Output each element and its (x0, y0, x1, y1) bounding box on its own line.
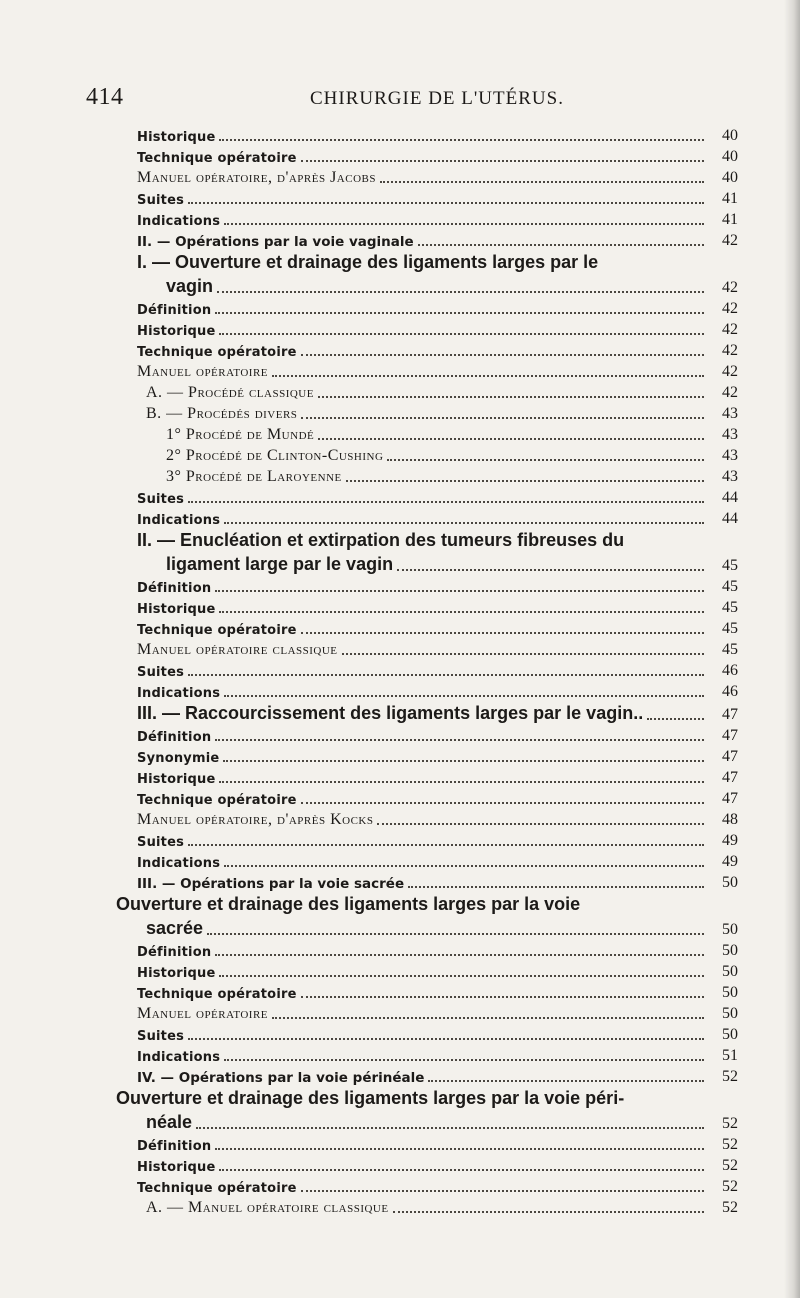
toc-entry-title: Manuel opératoire, d'après Jacobs (137, 169, 376, 186)
toc-entry-page: 52 (722, 1115, 738, 1132)
dot-leader (224, 521, 704, 524)
toc-entry-page: 44 (722, 489, 738, 506)
dot-leader (377, 822, 704, 825)
toc-entry-title: Suites (137, 835, 185, 850)
toc-entry-title: Manuel opératoire, d'après Kocks (137, 811, 374, 828)
toc-entry (137, 853, 738, 871)
toc-entry-title: Historique (137, 1160, 216, 1175)
toc-entry-page: 50 (722, 921, 738, 938)
toc-entry (166, 468, 738, 486)
toc-entry-title: Technique opératoire (137, 345, 297, 360)
toc-entry-page: 43 (722, 468, 738, 485)
toc-entry (137, 832, 738, 850)
toc-entry (137, 190, 738, 208)
toc-entry-page: 42 (722, 232, 738, 249)
toc-entry-title: sacrée (146, 918, 204, 938)
toc-entry-title: Indications (137, 214, 221, 229)
toc-entry-title: Ouverture et drainage des ligaments larges par la voie péri- (116, 1088, 625, 1108)
toc-entry-page: 41 (722, 211, 738, 228)
dot-leader (219, 332, 704, 335)
toc-entry-title: Manuel opératoire (137, 1005, 269, 1022)
toc-entry (137, 748, 738, 766)
toc-entry-title: Historique (137, 602, 216, 617)
toc-entry-page: 47 (722, 748, 738, 765)
toc-entry-page: 52 (722, 1199, 738, 1216)
dot-leader (387, 458, 704, 461)
toc-entry-title: Définition (137, 945, 212, 960)
dot-leader (301, 159, 704, 162)
toc-entry (137, 942, 738, 960)
toc-entry (137, 727, 738, 745)
toc-entry-title: IV. — Opérations par la voie périnéale (137, 1070, 425, 1086)
toc-entry (146, 918, 738, 939)
dot-leader (219, 780, 704, 783)
toc-entry (137, 769, 738, 787)
dot-leader (188, 201, 704, 204)
toc-entry (137, 1157, 738, 1175)
dot-leader (301, 995, 704, 998)
dot-leader (215, 589, 704, 592)
toc-entry (146, 384, 738, 402)
toc-entry-page: 42 (722, 342, 738, 359)
toc-entry-page: 52 (722, 1136, 738, 1153)
toc-entry-title: Définition (137, 730, 212, 745)
toc-entry (137, 790, 738, 808)
toc-entry-title: Suites (137, 1029, 185, 1044)
toc-entry-title: 1° Procédé de Mundé (166, 426, 315, 443)
toc-entry (137, 1136, 738, 1154)
toc-entry-title: II. — Opérations par la voie vaginale (137, 234, 414, 250)
toc-entry-title: Technique opératoire (137, 793, 297, 808)
dot-leader (219, 1168, 704, 1171)
dot-leader (393, 1210, 704, 1213)
toc-entry (137, 662, 738, 680)
dot-leader (408, 885, 704, 888)
toc-entry-title: Indications (137, 1050, 221, 1065)
toc-entry-page: 50 (722, 984, 738, 1001)
toc-entry (137, 641, 738, 659)
toc-entry-title: Historique (137, 130, 216, 145)
dot-leader (301, 801, 704, 804)
toc-entry-page: 51 (722, 1047, 738, 1064)
toc-entry-page: 40 (722, 169, 738, 186)
page-header (86, 84, 736, 118)
dot-leader (223, 759, 704, 762)
dot-leader (217, 290, 704, 293)
toc-entry-page: 41 (722, 190, 738, 207)
toc-entry-title: Suites (137, 193, 185, 208)
toc-entry-page: 50 (722, 963, 738, 980)
dot-leader (219, 974, 704, 977)
dot-leader (207, 932, 704, 935)
toc-entry (137, 169, 738, 187)
toc-entry-title: II. — Enucléation et extirpation des tumeurs fibreuses du (137, 530, 625, 550)
toc-entry-title: Indications (137, 686, 221, 701)
dot-leader (647, 717, 704, 720)
toc-entry-title: Synonymie (137, 751, 220, 766)
toc-entry-page: 43 (722, 447, 738, 464)
toc-entry (166, 447, 738, 465)
toc-entry-title: 3° Procédé de Laroyenne (166, 468, 342, 485)
toc-entry-page: 40 (722, 127, 738, 144)
dot-leader (224, 694, 704, 697)
toc-entry (137, 1047, 738, 1065)
toc-entry-title: Technique opératoire (137, 1181, 297, 1196)
toc-entry-title: A. — Procédé classique (146, 384, 314, 401)
toc-entry (116, 894, 738, 915)
toc-entry-page: 52 (722, 1068, 738, 1085)
toc-entry (137, 489, 738, 507)
toc-entry-page: 45 (722, 578, 738, 595)
toc-entry-page: 50 (722, 1026, 738, 1043)
toc-entry-title: Indications (137, 513, 221, 528)
dot-leader (301, 353, 704, 356)
toc-entry-page: 50 (722, 874, 738, 891)
toc-entry-page: 42 (722, 300, 738, 317)
page-number: 414 (86, 84, 124, 110)
toc-entry-page: 52 (722, 1178, 738, 1195)
toc-entry (137, 300, 738, 318)
toc-entry-title: Définition (137, 1139, 212, 1154)
toc-entry (137, 963, 738, 981)
dot-leader (224, 864, 704, 867)
dot-leader (196, 1126, 704, 1129)
dot-leader (418, 243, 704, 246)
toc-entry-page: 45 (722, 641, 738, 658)
toc-entry (137, 211, 738, 229)
toc-entry (116, 1088, 738, 1109)
dot-leader (219, 138, 704, 141)
toc-entry-page: 47 (722, 769, 738, 786)
toc-entry-title: Technique opératoire (137, 623, 297, 638)
dot-leader (188, 843, 704, 846)
toc-entry (137, 620, 738, 638)
toc-entry-title: Historique (137, 772, 216, 787)
toc-entry-page: 46 (722, 662, 738, 679)
toc-entry-title: Manuel opératoire (137, 363, 269, 380)
toc-entry (137, 599, 738, 617)
toc-entry-page: 48 (722, 811, 738, 828)
toc-entry (166, 554, 738, 575)
toc-entry-title: Définition (137, 581, 212, 596)
toc-entry-title: III. — Opérations par la voie sacrée (137, 876, 405, 892)
toc-entry-title: Suites (137, 665, 185, 680)
toc-entry-title: I. — Ouverture et drainage des ligaments larges par le (137, 252, 599, 272)
toc-entry (137, 232, 738, 250)
toc-entry-page: 52 (722, 1157, 738, 1174)
toc-entry-title: A. — Manuel opératoire classique (146, 1199, 389, 1216)
toc-entry-title: Technique opératoire (137, 151, 297, 166)
toc-entry (137, 127, 738, 145)
toc-entry-page: 40 (722, 148, 738, 165)
toc-entry-page: 45 (722, 599, 738, 616)
toc-entry (166, 276, 738, 297)
toc-entry (137, 252, 738, 273)
toc-entry-title: Définition (137, 303, 212, 318)
toc-entry (137, 321, 738, 339)
toc-entry-page: 43 (722, 426, 738, 443)
dot-leader (215, 953, 704, 956)
toc-entry (137, 1068, 738, 1086)
toc-entry (137, 148, 738, 166)
toc-entry-title: Technique opératoire (137, 987, 297, 1002)
dot-leader (301, 416, 704, 419)
toc-entry-title: Indications (137, 856, 221, 871)
toc-entry-title: B. — Procédés divers (146, 405, 298, 422)
dot-leader (342, 652, 704, 655)
toc-entry-page: 46 (722, 683, 738, 700)
toc-entry-page: 42 (722, 363, 738, 380)
toc-entry (137, 811, 738, 829)
toc-entry-page: 50 (722, 1005, 738, 1022)
toc-entry-title: Manuel opératoire classique (137, 641, 338, 658)
toc-entry (137, 1026, 738, 1044)
dot-leader (301, 631, 704, 634)
dot-leader (188, 500, 704, 503)
toc-entry (146, 1112, 738, 1133)
dot-leader (428, 1079, 704, 1082)
toc-entry (137, 1178, 738, 1196)
toc-entry (137, 874, 738, 892)
toc-entry-title: 2° Procédé de Clinton-Cushing (166, 447, 384, 464)
toc-entry-page: 50 (722, 942, 738, 959)
toc-entry-page: 47 (722, 727, 738, 744)
toc-entry-page: 42 (722, 321, 738, 338)
toc-entry-page: 45 (722, 620, 738, 637)
toc-entry (137, 510, 738, 528)
dot-leader (272, 1016, 704, 1019)
toc-entry (137, 703, 738, 724)
toc-entry-page: 47 (722, 790, 738, 807)
toc-entry-title: III. — Raccourcissement des ligaments larges par le vagin.. (137, 703, 644, 723)
dot-leader (188, 1037, 704, 1040)
toc-entry (137, 984, 738, 1002)
dot-leader (215, 738, 704, 741)
toc-entry (137, 578, 738, 596)
toc-entry-title: ligament large par le vagin (166, 554, 394, 574)
toc-entry (166, 426, 738, 444)
toc-entry-page: 43 (722, 405, 738, 422)
running-title: CHIRURGIE DE L'UTÉRUS. (310, 88, 564, 109)
toc-entry-title: néale (146, 1112, 193, 1132)
dot-leader (301, 1189, 704, 1192)
toc-entry (137, 1005, 738, 1023)
dot-leader (215, 1147, 704, 1150)
toc-entry (137, 363, 738, 381)
dot-leader (380, 180, 704, 183)
toc-entry-page: 49 (722, 853, 738, 870)
dot-leader (188, 673, 704, 676)
dot-leader (224, 1058, 704, 1061)
page-edge-shadow (784, 0, 800, 1298)
dot-leader (346, 479, 704, 482)
toc-entry-title: Ouverture et drainage des ligaments larges par la voie (116, 894, 581, 914)
dot-leader (224, 222, 704, 225)
toc-entry-title: Suites (137, 492, 185, 507)
dot-leader (318, 395, 704, 398)
dot-leader (397, 568, 704, 571)
dot-leader (219, 610, 704, 613)
toc-entry-title: Historique (137, 324, 216, 339)
toc-entry-title: Historique (137, 966, 216, 981)
toc-entry-page: 47 (722, 706, 738, 723)
toc-entry-title: vagin (166, 276, 214, 296)
toc-entry-page: 42 (722, 384, 738, 401)
toc-entry (137, 530, 738, 551)
toc-entry-page: 45 (722, 557, 738, 574)
toc-entry (146, 405, 738, 423)
dot-leader (318, 437, 704, 440)
toc-entry (146, 1199, 738, 1217)
toc-entry-page: 44 (722, 510, 738, 527)
dot-leader (272, 374, 704, 377)
toc-entry (137, 342, 738, 360)
toc-entry-page: 49 (722, 832, 738, 849)
toc-entry (137, 683, 738, 701)
dot-leader (215, 311, 704, 314)
toc-entry-page: 42 (722, 279, 738, 296)
